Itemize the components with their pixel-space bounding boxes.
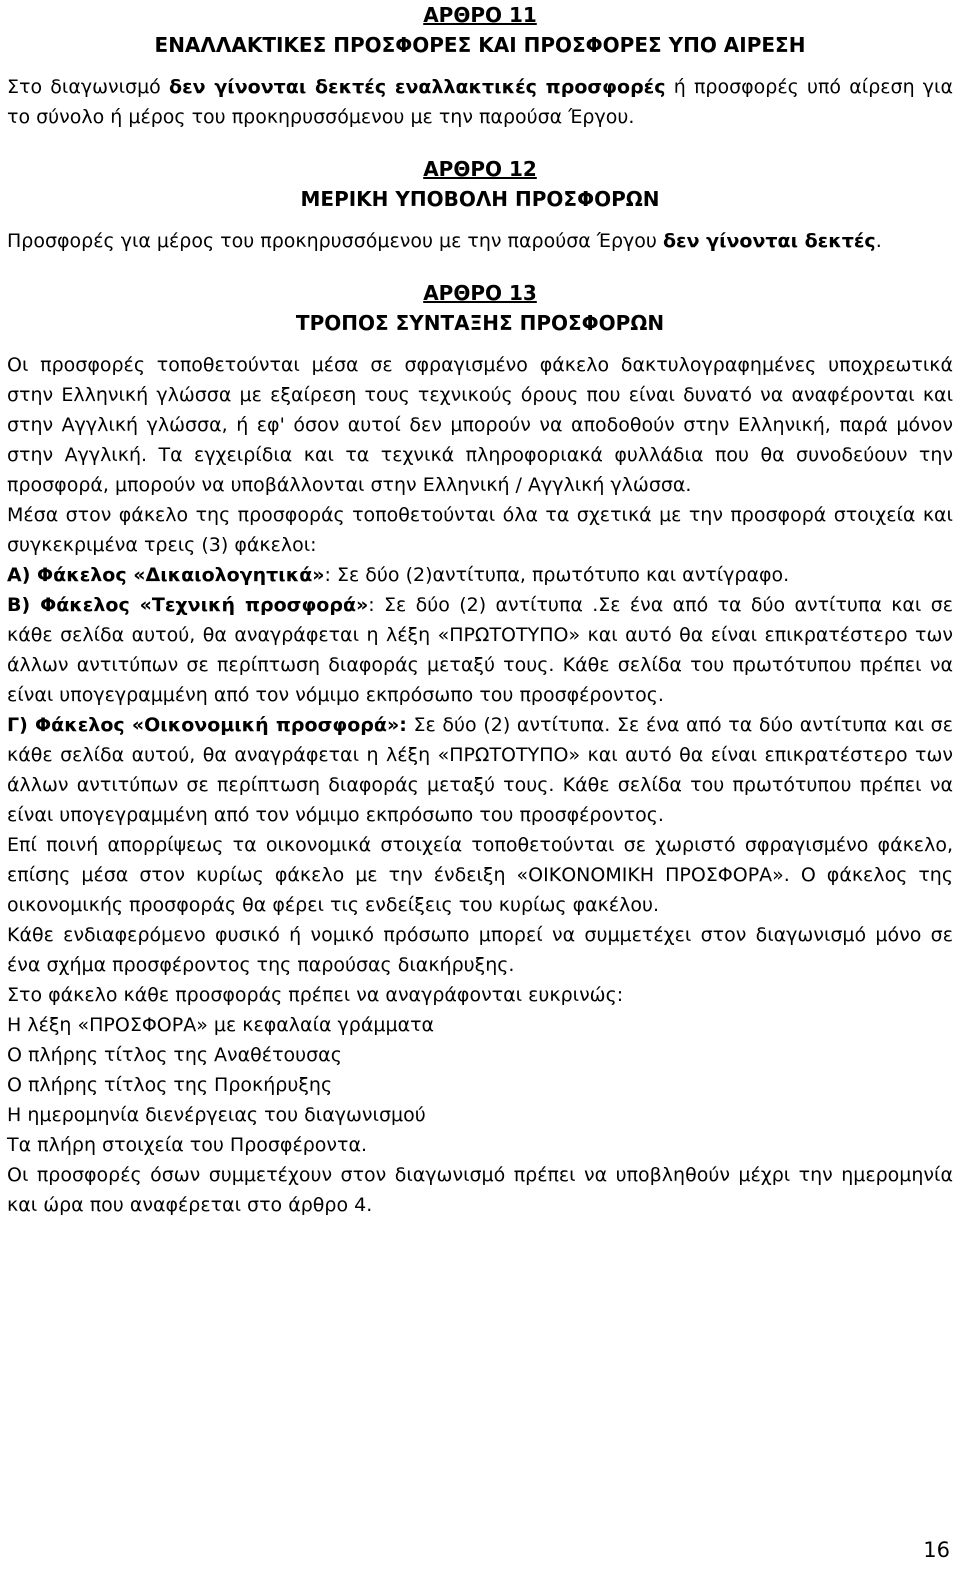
article-11-body: Στο διαγωνισμό δεν γίνονται δεκτές εναλλακτικές προσφορές ή προσφορές υπό αίρεση για το σύνολο ή μέρος του προκηρυσσόμενου με την παρούσα Έργου.	[7, 76, 954, 128]
envelope-c	[7, 710, 953, 830]
document-page	[7, 0, 953, 1220]
envelope-b-text: : Σε δύο (2) αντίτυπα .Σε ένα από τα δύο αντίτυπα και σε κάθε σελίδα αυτού, θα αναγράφεται η λέξη «ΠΡΩΤΟΤΥΠΟ» και αυτό θα είναι επικρατέστερο των άλλων αντιτύπων σε περίπτωση διαφοράς μεταξύ τους. Κάθε σελίδα του πρωτότυπου πρέπει να είναι υπογεγραμμένη από τον νόμιμο εκπρόσωπο του προσφέροντος.	[7, 594, 953, 706]
article-13-paragraph-3: Επί ποινή απορρίψεως τα οικονομικά στοιχεία τοποθετούνται σε χωριστό σφραγισμένο φάκελο, επίσης μέσα στον κυρίως φάκελο με την ένδειξη «ΟΙΚΟΝΟΜΙΚΗ ΠΡΟΣΦΟΡΑ». Ο φάκελος της οικονομικής προσφοράς θα φέρει τις ενδείξεις του κυρίως φακέλου.	[7, 834, 953, 916]
markings-intro: Στο φάκελο κάθε προσφοράς πρέπει να αναγράφονται ευκρινώς:	[7, 984, 624, 1006]
envelope-b-label: Β) Φάκελος «Τεχνική προσφορά»	[7, 594, 369, 616]
article-13-paragraph-2: Μέσα στον φάκελο της προσφοράς τοποθετούνται όλα τα σχετικά με την προσφορά στοιχεία και συγκεκριμένα τρεις (3) φάκελοι:	[7, 504, 953, 556]
marking-item: Η ημερομηνία διενέργειας του διαγωνισμού	[7, 1104, 426, 1126]
article-12-number: ΑΡΘΡΟ 12	[423, 157, 537, 181]
article-12-body: Προσφορές για μέρος του προκηρυσσόμενου με την παρούσα Έργου δεν γίνονται δεκτές.	[7, 230, 882, 252]
article-13-number: ΑΡΘΡΟ 13	[423, 281, 537, 305]
article-13-heading: ΤΡΟΠΟΣ ΣΥΝΤΑΞΗΣ ΠΡΟΣΦΟΡΩΝ	[295, 311, 665, 335]
page-number: 16	[923, 1538, 950, 1562]
envelope-c-label: Γ) Φάκελος «Οικονομική προσφορά»:	[7, 714, 407, 736]
article-11-number: ΑΡΘΡΟ 11	[423, 3, 537, 27]
envelope-b	[7, 590, 953, 710]
article-13-paragraph-4: Κάθε ενδιαφερόμενο φυσικό ή νομικό πρόσωπο μπορεί να συμμετέχει στον διαγωνισμό μόνο σε ένα σχήμα προσφέροντος της παρούσας διακήρυξης.	[7, 924, 953, 976]
envelope-a-text: : Σε δύο (2)αντίτυπα, πρωτότυπο και αντίγραφο.	[324, 564, 790, 586]
envelope-a-label: Α) Φάκελος «Δικαιολογητικά»	[7, 564, 325, 586]
envelope-a	[7, 560, 953, 590]
article-11-heading: ΕΝΑΛΛΑΚΤΙΚΕΣ ΠΡΟΣΦΟΡΕΣ ΚΑΙ ΠΡΟΣΦΟΡΕΣ ΥΠΟ ΑΙΡΕΣΗ	[154, 33, 806, 57]
article-12-heading: ΜΕΡΙΚΗ ΥΠΟΒΟΛΗ ΠΡΟΣΦΟΡΩΝ	[300, 187, 660, 211]
marking-item: Τα πλήρη στοιχεία του Προσφέροντα.	[7, 1134, 368, 1156]
article-13-paragraph-5: Οι προσφορές όσων συμμετέχουν στον διαγωνισμό πρέπει να υποβληθούν μέχρι την ημερομηνία και ώρα που αναφέρεται στο άρθρο 4.	[7, 1164, 953, 1216]
envelope-c-text: Σε δύο (2) αντίτυπα. Σε ένα από τα δύο αντίτυπα και σε κάθε σελίδα αυτού, θα αναγράφεται η λέξη «ΠΡΩΤΟΤΥΠΟ» και αυτό θα είναι επικρατέστερο των άλλων αντιτύπων σε περίπτωση διαφοράς μεταξύ τους. Κάθε σελίδα του πρωτότυπου πρέπει να είναι υπογεγραμμένη από τον νόμιμο εκπρόσωπο του προσφέροντος.	[7, 714, 953, 826]
article-13-paragraph-1: Οι προσφορές τοποθετούνται μέσα σε σφραγισμένο φάκελο δακτυλογραφημένες υποχρεωτικά στην Ελληνική γλώσσα με εξαίρεση τους τεχνικούς όρους που είναι δυνατό να αναφέρονται και στην Αγγλική γλώσσα, ή εφ' όσον αυτοί δεν μπορούν να αποδοθούν στην Ελληνική, παρά μόνον στην Αγγλική. Τα εγχειρίδια και τα τεχνικά πληροφοριακά φυλλάδια που θα συνοδεύουν την προσφορά, μπορούν να υποβάλλονται στην Ελληνική / Αγγλική γλώσσα.	[7, 354, 953, 496]
marking-item: Ο πλήρης τίτλος της Αναθέτουσας	[7, 1044, 342, 1066]
marking-item: Η λέξη «ΠΡΟΣΦΟΡΑ» με κεφαλαία γράμματα	[7, 1014, 435, 1036]
marking-item: Ο πλήρης τίτλος της Προκήρυξης	[7, 1074, 333, 1096]
